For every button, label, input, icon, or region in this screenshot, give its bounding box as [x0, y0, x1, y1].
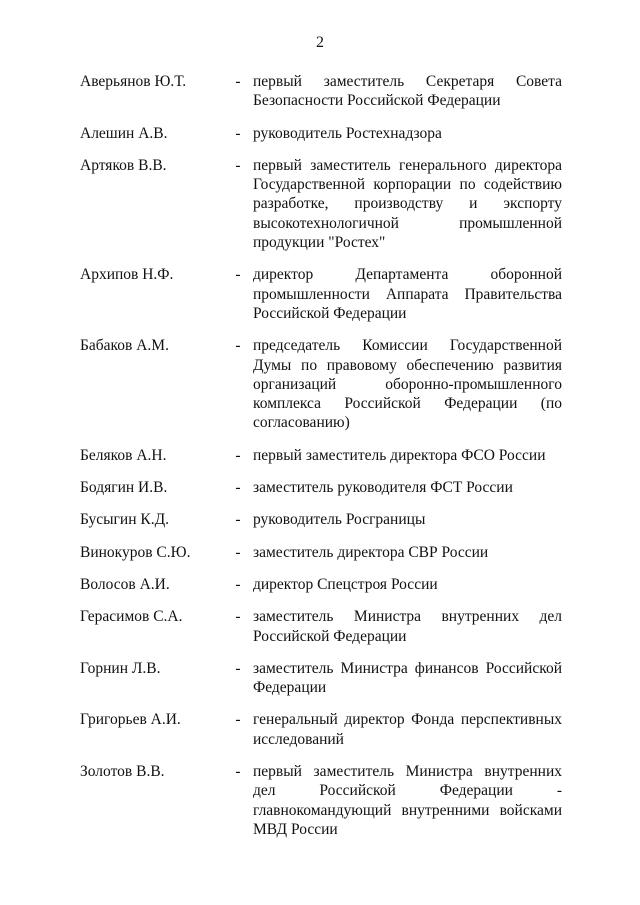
list-item [0, 478, 640, 497]
list-item [0, 156, 640, 252]
dash-separator: - [235, 575, 241, 593]
member-position: первый заместитель Секретаря Совета Безопасности Российской Федерации [253, 73, 562, 110]
dash-separator: - [235, 124, 241, 142]
list-item [0, 543, 640, 562]
member-name: Архипов Н.Ф. [80, 266, 174, 284]
list-item [0, 710, 640, 749]
page-number: 2 [316, 34, 324, 51]
member-name: Горнин Л.В. [80, 659, 161, 677]
dash-separator: - [235, 156, 241, 174]
list-item [0, 659, 640, 698]
list-item [0, 575, 640, 594]
dash-separator: - [235, 266, 241, 284]
dash-separator: - [235, 511, 241, 529]
member-position: руководитель Ростехнадзора [253, 124, 442, 142]
dash-separator: - [235, 337, 241, 355]
member-name: Григорьев А.И. [80, 711, 181, 729]
member-name: Алешин А.В. [80, 124, 168, 142]
list-item [0, 510, 640, 529]
dash-separator: - [235, 763, 241, 781]
members-list [0, 72, 640, 852]
member-name: Винокуров С.Ю. [80, 543, 191, 561]
list-item [0, 336, 640, 432]
dash-separator: - [235, 479, 241, 497]
member-name: Бусыгин К.Д. [80, 511, 170, 529]
member-name: Волосов А.И. [80, 575, 170, 593]
member-position: первый заместитель Министра внутренних дел Российской Федерации - главнокомандующий внутренними войсками МВД России [253, 763, 562, 838]
list-item [0, 607, 640, 646]
member-position: первый заместитель генерального директора Государственной корпорации по содействию разработке, производству и экспорту высокотехнологичной промышленной продукции "Ростех" [253, 156, 562, 252]
member-name: Беляков А.Н. [80, 446, 167, 464]
member-name: Артяков В.В. [80, 156, 167, 174]
list-item [0, 762, 640, 839]
member-position: первый заместитель директора ФСО России [253, 446, 546, 464]
member-name: Бабаков А.М. [80, 337, 169, 355]
list-item [0, 446, 640, 465]
member-name: Аверьянов Ю.Т. [80, 73, 187, 90]
member-position: генеральный директор Фонда перспективных исследований [253, 711, 562, 748]
dash-separator: - [235, 446, 241, 464]
dash-separator: - [235, 659, 241, 677]
dash-separator: - [235, 73, 241, 90]
dash-separator: - [235, 711, 241, 729]
member-position: директор Департамента оборонной промышленности Аппарата Правительства Российской Федерации [253, 266, 562, 322]
member-position: руководитель Росграницы [253, 511, 426, 529]
list-item [0, 72, 640, 111]
member-name: Герасимов С.А. [80, 608, 183, 626]
dash-separator: - [235, 608, 241, 626]
member-position: директор Спецстроя России [253, 575, 438, 593]
member-name: Золотов В.В. [80, 763, 165, 781]
member-position: заместитель Министра внутренних дел Российской Федерации [253, 608, 562, 645]
member-position: заместитель Министра финансов Российской Федерации [253, 659, 562, 697]
member-position: заместитель руководителя ФСТ России [253, 479, 513, 497]
dash-separator: - [235, 543, 241, 561]
member-position: председатель Комиссии Государственной Думы по правовому обеспечению развития организаций оборонно-промышленного комплекса Российской Федерации (по согласованию) [253, 337, 562, 432]
member-position: заместитель директора СВР России [253, 543, 489, 561]
list-item [0, 124, 640, 143]
list-item [0, 265, 640, 323]
member-name: Бодягин И.В. [80, 479, 168, 497]
